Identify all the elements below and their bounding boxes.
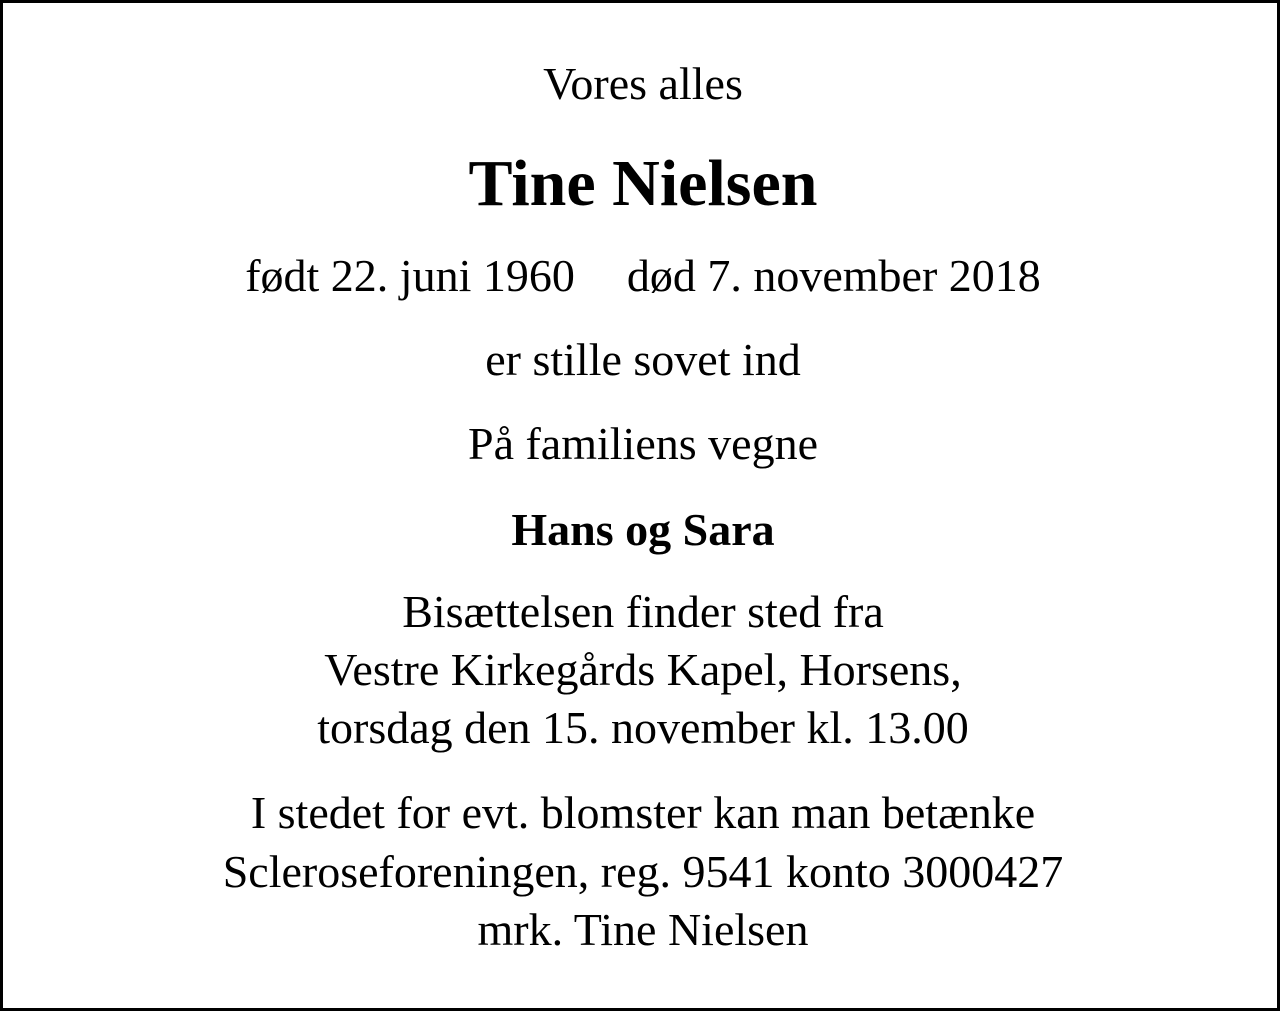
on-behalf-text: På familiens vegne [467, 418, 818, 469]
deceased-name: Tine Nielsen [468, 147, 818, 220]
death-date: død 7. november 2018 [626, 250, 1041, 301]
life-dates [3, 250, 1280, 301]
signers-names: Hans og Sara [511, 504, 775, 555]
donation-line: mrk. Tine Nielsen [477, 904, 809, 955]
funeral-line: torsdag den 15. november kl. 13.00 [317, 702, 969, 753]
funeral-line: Vestre Kirkegårds Kapel, Horsens, [324, 644, 962, 695]
funeral-line: Bisættelsen finder sted fra [402, 586, 884, 637]
donation-line: Scleroseforeningen, reg. 9541 konto 3000427 [222, 846, 1064, 897]
donation-line: I stedet for evt. blomster kan man betænke [250, 787, 1036, 838]
intro-text: Vores alles [543, 58, 743, 109]
birth-date: født 22. juni 1960 [245, 250, 575, 301]
passed-away-text: er stille sovet ind [485, 334, 801, 385]
